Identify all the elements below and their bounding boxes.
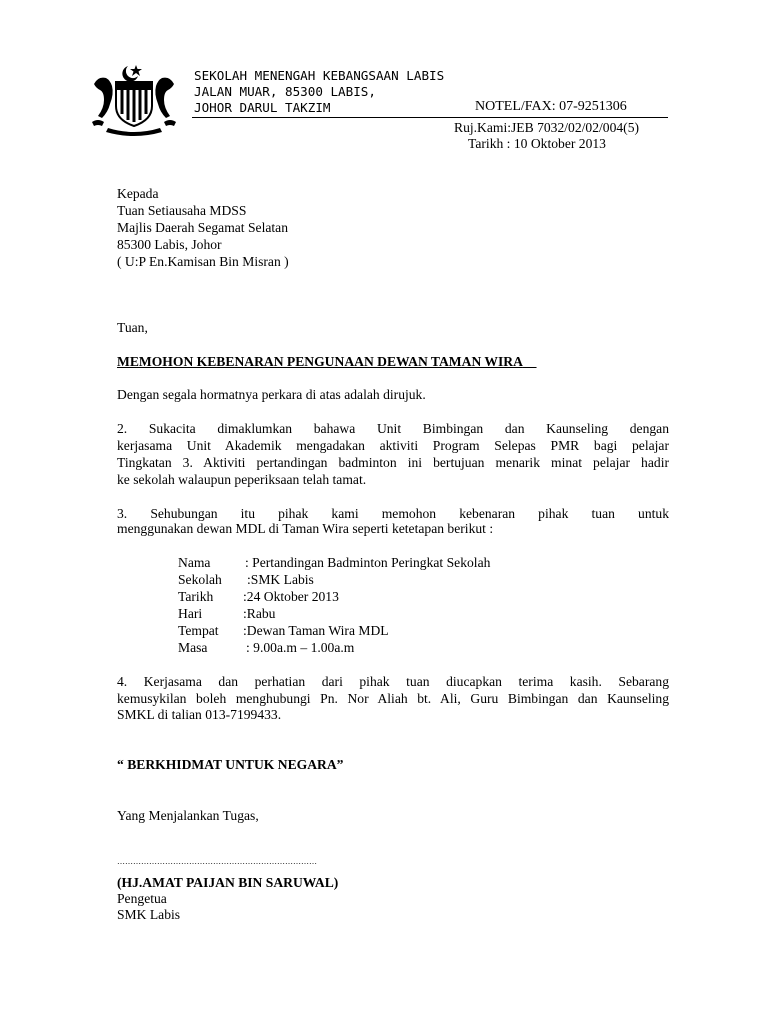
detail-value-tempat: :Dewan Taman Wira MDL xyxy=(243,623,389,638)
school-address-line2: JOHOR DARUL TAKZIM xyxy=(194,100,331,115)
subject-text: MEMOHON KEBENARAN PENGUNAAN DEWAN TAMAN WIRA xyxy=(117,354,523,369)
paragraph-3-line: menggunakan dewan MDL di Taman Wira seperti ketetapan berikut : xyxy=(117,521,494,536)
closing-line: Yang Menjalankan Tugas, xyxy=(117,808,259,823)
school-address-line1: JALAN MUAR, 85300 LABIS, xyxy=(194,84,376,99)
detail-label-tarikh: Tarikh xyxy=(178,589,214,604)
detail-value-nama: : Pertandingan Badminton Peringkat Sekolah xyxy=(245,555,491,570)
detail-label-nama: Nama xyxy=(178,555,211,570)
detail-value-sekolah: :SMK Labis xyxy=(247,572,314,587)
signatory-name: (HJ.AMAT PAIJAN BIN SARUWAL) xyxy=(117,875,339,890)
paragraph-4-line: SMKL di talian 013-7199433. xyxy=(117,707,282,722)
paragraph-4-line: 4. Kerjasama dan perhatian dari pihak tuan diucapkan terima kasih. Sebarang xyxy=(117,674,669,689)
recipient-line: Tuan Setiausaha MDSS xyxy=(117,203,247,218)
detail-value-masa: : 9.00a.m – 1.00a.m xyxy=(246,640,355,655)
detail-value-tarikh: :24 Oktober 2013 xyxy=(243,589,339,604)
motto: “ BERKHIDMAT UNTUK NEGARA” xyxy=(117,757,344,772)
phone-fax: NOTEL/FAX: 07-9251306 xyxy=(475,99,627,114)
paragraph-2-line: Tingkatan 3. Aktiviti pertandingan badminton ini bertujuan menarik minat pelajar hadir xyxy=(117,455,669,470)
paragraph-3-line: 3. Sehubungan itu pihak kami memohon kebenaran pihak tuan untuk xyxy=(117,506,669,521)
intro-paragraph: Dengan segala hormatnya perkara di atas adalah dirujuk. xyxy=(117,387,426,402)
detail-label-masa: Masa xyxy=(178,640,208,655)
reference-number: Ruj.Kami:JEB 7032/02/02/004(5) xyxy=(454,120,640,135)
detail-label-sekolah: Sekolah xyxy=(178,572,222,587)
coat-of-arms-logo xyxy=(86,62,182,138)
paragraph-2-line: 2. Sukacita dimaklumkan bahawa Unit Bimbingan dan Kaunseling dengan xyxy=(117,421,669,436)
recipient-line: Kepada xyxy=(117,186,159,201)
detail-label-hari: Hari xyxy=(178,606,203,621)
paragraph-2-line: kerjasama Unit Akademik mengadakan aktiviti Program Selepas PMR bagi pelajar xyxy=(117,438,669,453)
paragraph-2-line: ke sekolah walaupun peperiksaan telah tamat. xyxy=(117,472,367,487)
recipient-line: 85300 Labis, Johor xyxy=(117,237,222,252)
letter-date: Tarikh : 10 Oktober 2013 xyxy=(468,136,606,151)
paragraph-4-line: kemusykilan boleh menghubungi Pn. Nor Aliah bt. Ali, Guru Bimbingan dan Kaunseling xyxy=(117,691,669,706)
letterhead-divider xyxy=(192,117,668,118)
recipient-line: ( U:P En.Kamisan Bin Misran ) xyxy=(117,254,289,269)
salutation: Tuan, xyxy=(117,320,148,335)
detail-value-hari: :Rabu xyxy=(243,606,276,621)
recipient-line: Majlis Daerah Segamat Selatan xyxy=(117,220,288,235)
subject-heading xyxy=(117,354,537,370)
signatory-school: SMK Labis xyxy=(117,907,181,922)
school-name: SEKOLAH MENENGAH KEBANGSAAN LABIS xyxy=(194,68,445,83)
signature-dots: ………………………………………………………………… xyxy=(117,857,317,866)
signatory-title: Pengetua xyxy=(117,891,167,906)
detail-label-tempat: Tempat xyxy=(178,623,219,638)
